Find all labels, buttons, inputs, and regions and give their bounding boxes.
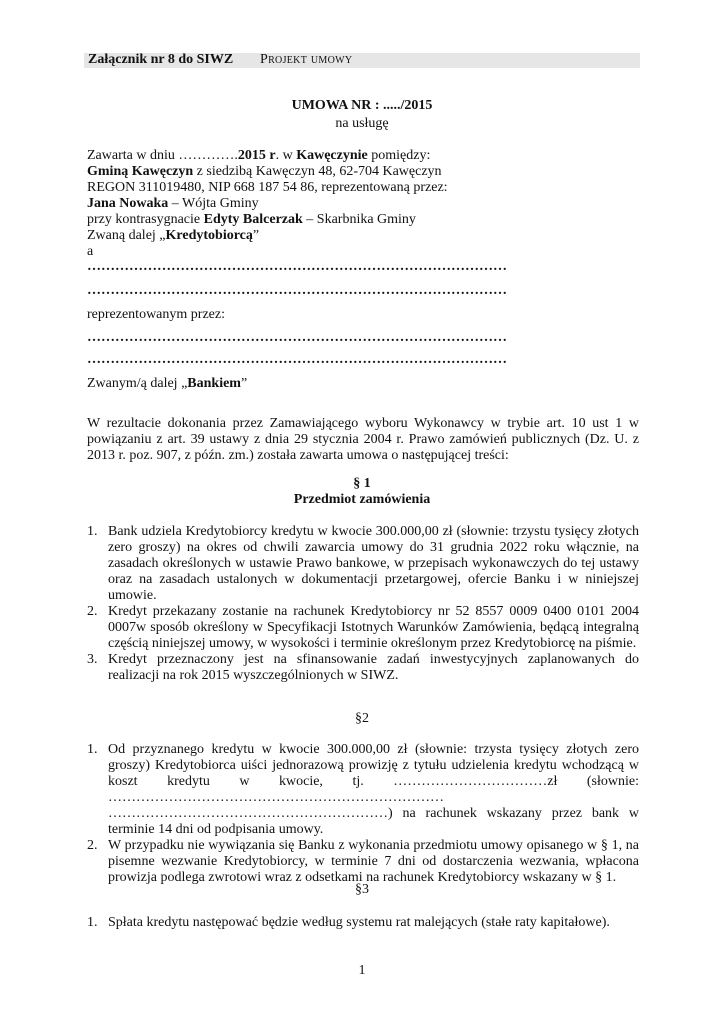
list-item: 3. Kredyt przeznaczony jest na sfinansowanie zadań inwestycyjnych zaplanowanych do realizacji na rok 2015 wyszczególnionych w SIWZ. (87, 652, 639, 683)
parties-line-kredytobiorca: Zwaną dalej „Kredytobiorcą” (87, 228, 260, 243)
parties-line-skarbnik: przy kontrasygnacie Edyty Balcerzak – Skarbnika Gminy (87, 212, 416, 227)
contract-subtitle: na usługę (335, 116, 389, 131)
parties-line-wojt: Jana Nowaka – Wójta Gminy (87, 196, 259, 211)
bank-address-blank: ……………………………………………………………………………… (87, 283, 507, 298)
list-item: 1. Od przyznanego kredytu w kwocie 300.000,00 zł (słownie: trzysta tysięcy złotych zero groszy) Kredytobiorca uiści jednorazową prowizję z tytułu udzielenia kredytu wchodzącą w koszt kredytu w kwocie, tj. ……………………………zł (słownie: ……………………………………………………………… ……………………………………………………) na rachunek wskazany przez bank w terminie 14 dni od podpisania umowy. (87, 742, 639, 837)
section-3-mark: §3 (355, 882, 369, 897)
parties-line-date: Zawarta w dniu ………….2015 r. w Kawęczynie pomiędzy: (87, 148, 431, 163)
bank-name-blank: ……………………………………………………………………………… (87, 259, 507, 274)
section-1-title: Przedmiot zamówienia (293, 492, 431, 507)
page-number: 1 (358, 963, 366, 978)
list-item: 1. Spłata kredytu następować będzie według systemu rat malejących (stałe raty kapitałowe). (87, 915, 610, 930)
section-3-list (87, 915, 639, 931)
parties-line-a: a (87, 244, 94, 259)
parties-line-regon: REGON 311019480, NIP 668 187 54 86, reprezentowaną przez: (87, 180, 448, 195)
attachment-label: Załącznik nr 8 do SIWZ (88, 52, 234, 67)
section-2-mark: §2 (355, 711, 369, 726)
draft-label: Projekt umowy (260, 52, 353, 67)
section-2-list (87, 742, 639, 886)
list-item: 1. Bank udziela Kredytobiorcy kredytu w kwocie 300.000,00 zł (słownie: trzystu tysięcy złotych zero groszy) na okres od chwili zawarcia umowy do 31 grudnia 2022 roku włącznie, na zasadach określonych w ustawie Prawo bankowe, w przepisach wykonawczych do tej ustawy oraz na zasadach ustalonych w dokumentacji przetargowej, ofercie Banku i w niniejszej umowie. (87, 524, 639, 603)
representative-blank-1: ……………………………………………………………………………… (87, 330, 507, 345)
parties-line-bank: Zwanym/ą dalej „Bankiem” (87, 376, 248, 391)
parties-line-gmina: Gminą Kawęczyn z siedzibą Kawęczyn 48, 62-704 Kawęczyn (87, 164, 442, 179)
section-1-mark: § 1 (353, 476, 371, 491)
list-item: 2. Kredyt przekazany zostanie na rachunek Kredytobiorcy nr 52 8557 0009 0400 0101 2004 0007w sposób określony w Specyfikacji Istotnych Warunków Zamówienia, będącą integralną częścią niniejszej umowy, w wysokości i terminie określonym przez Kredytobiorcę na piśmie. (87, 604, 639, 651)
contract-title: UMOWA NR : ...../2015 (291, 98, 433, 113)
representative-blank-2: ……………………………………………………………………………… (87, 352, 507, 367)
section-1-list (87, 524, 639, 684)
intro-paragraph: W rezultacie dokonania przez Zamawiającego wyboru Wykonawcy w trybie art. 10 ust 1 w powiązaniu z art. 39 ustawy z dnia 29 stycznia 2004 r. Prawo zamówień publicznych (Dz. U. z 2013 r. poz. 907, z późn. zm.) została zawarta umowa o następującej treści: (87, 416, 639, 463)
header-bar (84, 53, 640, 68)
list-item: 2. W przypadku nie wywiązania się Banku z wykonania przedmiotu umowy opisanego w § 1, na pisemne wezwanie Kredytobiorcy, w terminie 7 dni od dostarczenia wezwania, wpłacona prowizja podlega zwrotowi wraz z odsetkami na rachunek Kredytobiorcy wskazany w § 1. (87, 838, 639, 885)
represented-by-label: reprezentowanym przez: (87, 307, 225, 322)
